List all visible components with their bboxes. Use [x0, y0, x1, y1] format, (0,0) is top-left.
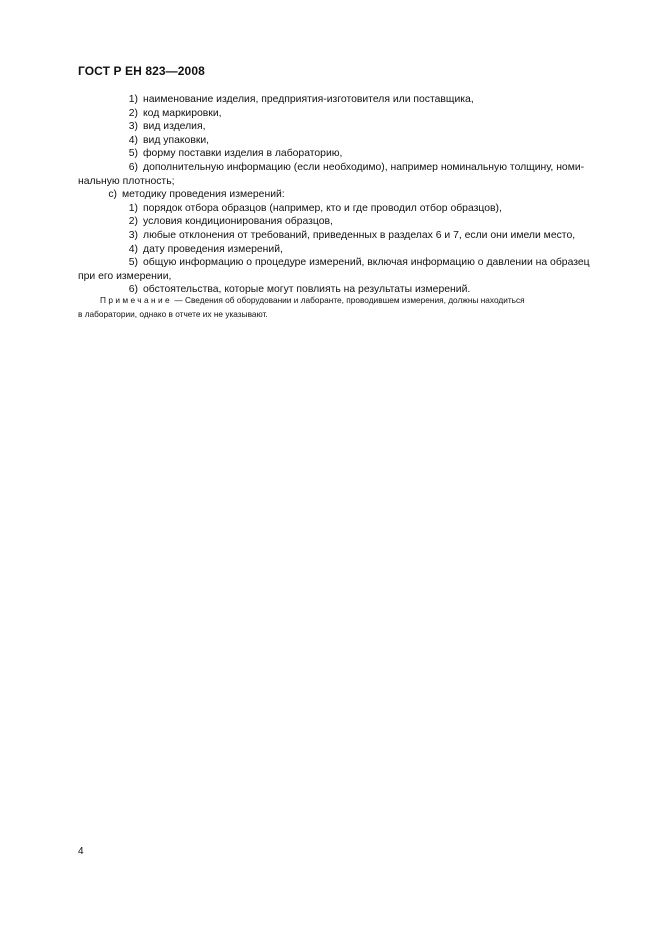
- note-dash: —: [172, 295, 185, 305]
- item-number: 1): [128, 94, 138, 105]
- item-text: порядок отбора образцов (например, кто и где проводил отбор образцов),: [143, 202, 502, 214]
- item-number: 3): [128, 121, 138, 133]
- item-text: любые отклонения от требований, приведенных в разделах 6 и 7, если они имели место,: [143, 229, 576, 241]
- list-item-continuation: нальную плотность;: [78, 175, 175, 187]
- list-item: [78, 161, 613, 175]
- item-text: дату проведения измерений,: [143, 243, 283, 255]
- list-item: [78, 93, 613, 107]
- note-label: Примечание: [100, 295, 173, 305]
- item-number: 3): [128, 229, 138, 241]
- list-item: [78, 256, 613, 270]
- item-text: форму поставки изделия в лабораторию,: [143, 148, 343, 160]
- item-text: наименование изделия, предприятия-изготовителя или поставщика,: [143, 94, 474, 105]
- list-item: [78, 107, 613, 121]
- list-item: [78, 120, 613, 134]
- item-number: 5): [128, 257, 138, 269]
- item-number: 5): [128, 148, 138, 160]
- item-number: 4): [128, 243, 138, 255]
- item-number: 2): [128, 216, 138, 228]
- item-number: 6): [128, 161, 138, 173]
- note-continuation: в лаборатории, однако в отчете их не указывают.: [78, 308, 268, 319]
- item-text: код маркировки,: [143, 107, 222, 119]
- item-number: 1): [128, 202, 138, 214]
- page-number: 4: [78, 846, 84, 857]
- item-text: вид изделия,: [143, 121, 206, 133]
- document-header: ГОСТ Р ЕН 823—2008: [78, 64, 205, 78]
- list-item: [78, 215, 613, 229]
- item-text: условия кондиционирования образцов,: [143, 216, 333, 228]
- list-item: [78, 243, 613, 257]
- note-first-line: [78, 294, 618, 308]
- list-item-continuation: при его измерении,: [78, 270, 172, 282]
- list-item: [78, 134, 613, 148]
- note-text: Сведения об оборудовании и лаборанте, проводившем измерения, должны находиться: [184, 295, 525, 305]
- document-body: [78, 93, 613, 297]
- item-text: обстоятельства, которые могут повлиять на результаты измерений.: [143, 284, 471, 296]
- item-text: дополнительную информацию (если необходимо), например номинальную толщину, номи-: [143, 161, 585, 173]
- item-text: вид упаковки,: [143, 134, 210, 146]
- list-item: [78, 202, 613, 216]
- item-number: 4): [128, 134, 138, 146]
- item-number: 2): [128, 107, 138, 119]
- list-item: [78, 229, 613, 243]
- item-text: методику проведения измерений:: [122, 189, 285, 201]
- item-text: общую информацию о процедуре измерений, включая информацию о давлении на образец: [143, 257, 590, 269]
- section-c-heading: [78, 188, 613, 202]
- item-number: 6): [128, 284, 138, 296]
- item-number: c): [108, 189, 117, 201]
- note-block: [78, 294, 618, 321]
- list-item: [78, 147, 613, 161]
